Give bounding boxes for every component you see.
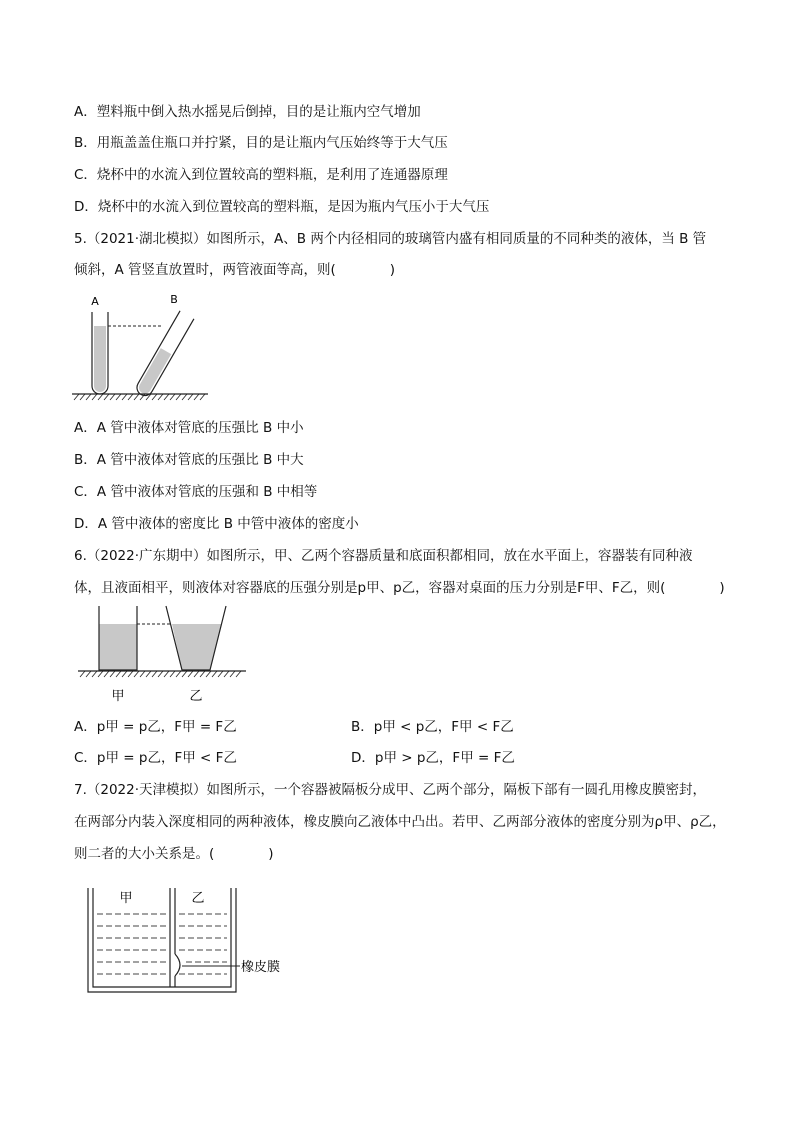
q6-stem-line2: 体，且液面相平，则液体对容器底的压强分别是p甲、p乙，容器对桌面的压力分别是F甲、F乙，则( ) bbox=[74, 580, 725, 596]
liquid-jia-dashes bbox=[97, 914, 166, 974]
q5-stem-line2: 倾斜，A 管竖直放置时，两管液面等高，则( ) bbox=[74, 262, 396, 278]
tube-a-liquid bbox=[94, 326, 106, 392]
container-inner-wall bbox=[93, 888, 231, 987]
rubber-membrane bbox=[175, 954, 180, 976]
q6-stem-line1: 6.（2022·广东期中）如图所示，甲、乙两个容器质量和底面积都相同，放在水平面上，容器装有同种液 bbox=[74, 548, 693, 564]
q6-option-b: B．p甲 < p乙，F甲 < F乙 bbox=[351, 719, 514, 735]
q6-containers-figure bbox=[74, 604, 254, 706]
q6-option-a: A．p甲 = p乙，F甲 = F乙 bbox=[74, 719, 237, 735]
membrane-label: 橡皮膜 bbox=[241, 960, 281, 975]
label-jia: 甲 bbox=[119, 891, 133, 906]
tube-a-label: A bbox=[91, 295, 99, 308]
label-jia: 甲 bbox=[111, 689, 125, 704]
q5-option-d: D．A 管中液体的密度比 B 中管中液体的密度小 bbox=[74, 516, 359, 532]
q6-option-c: C．p甲 = p乙，F甲 < F乙 bbox=[74, 750, 237, 766]
q4-option-a: A．塑料瓶中倒入热水摇晃后倒掉，目的是让瓶内空气增加 bbox=[74, 104, 421, 120]
label-yi: 乙 bbox=[191, 891, 205, 906]
q7-partition-container-figure bbox=[84, 880, 304, 1000]
tube-b-label: B bbox=[170, 293, 178, 306]
q4-option-b: B．用瓶盖盖住瓶口并拧紧，目的是让瓶内气压始终等于大气压 bbox=[74, 135, 448, 151]
ground-hatching bbox=[74, 394, 205, 400]
q5-option-b: B．A 管中液体对管底的压强比 B 中大 bbox=[74, 452, 304, 468]
q7-stem-line2: 在两部分内装入深度相同的两种液体，橡皮膜向乙液体中凸出。若甲、乙两部分液体的密度分别为ρ甲、ρ乙， bbox=[74, 814, 726, 830]
q4-option-c: C．烧杯中的水流入到位置较高的塑料瓶，是利用了连通器原理 bbox=[74, 167, 448, 183]
liquid-yi-dashes bbox=[179, 914, 227, 974]
q7-stem-line3: 则二者的大小关系是。( ) bbox=[74, 846, 274, 862]
q5-tubes-figure bbox=[70, 290, 210, 402]
q6-option-d: D．p甲 > p乙，F甲 = F乙 bbox=[351, 750, 515, 766]
q4-option-d: D．烧杯中的水流入到位置较高的塑料瓶，是因为瓶内气压小于大气压 bbox=[74, 199, 490, 215]
q5-stem-line1: 5.（2021·湖北模拟）如图所示，A、B 两个内径相同的玻璃管内盛有相同质量的不同种类的液体，当 B 管 bbox=[74, 231, 707, 247]
tube-b bbox=[134, 311, 194, 399]
container-outer-wall bbox=[88, 888, 236, 992]
container-yi-liquid bbox=[172, 624, 221, 670]
label-yi: 乙 bbox=[189, 689, 203, 704]
ground-hatching bbox=[80, 671, 241, 677]
q5-option-a: A．A 管中液体对管底的压强比 B 中小 bbox=[74, 420, 304, 436]
container-jia-liquid bbox=[99, 624, 137, 670]
q5-option-c: C．A 管中液体对管底的压强和 B 中相等 bbox=[74, 484, 318, 500]
q7-stem-line1: 7.（2022·天津模拟）如图所示，一个容器被隔板分成甲、乙两个部分，隔板下部有一圆孔用橡皮膜密封， bbox=[74, 782, 707, 798]
